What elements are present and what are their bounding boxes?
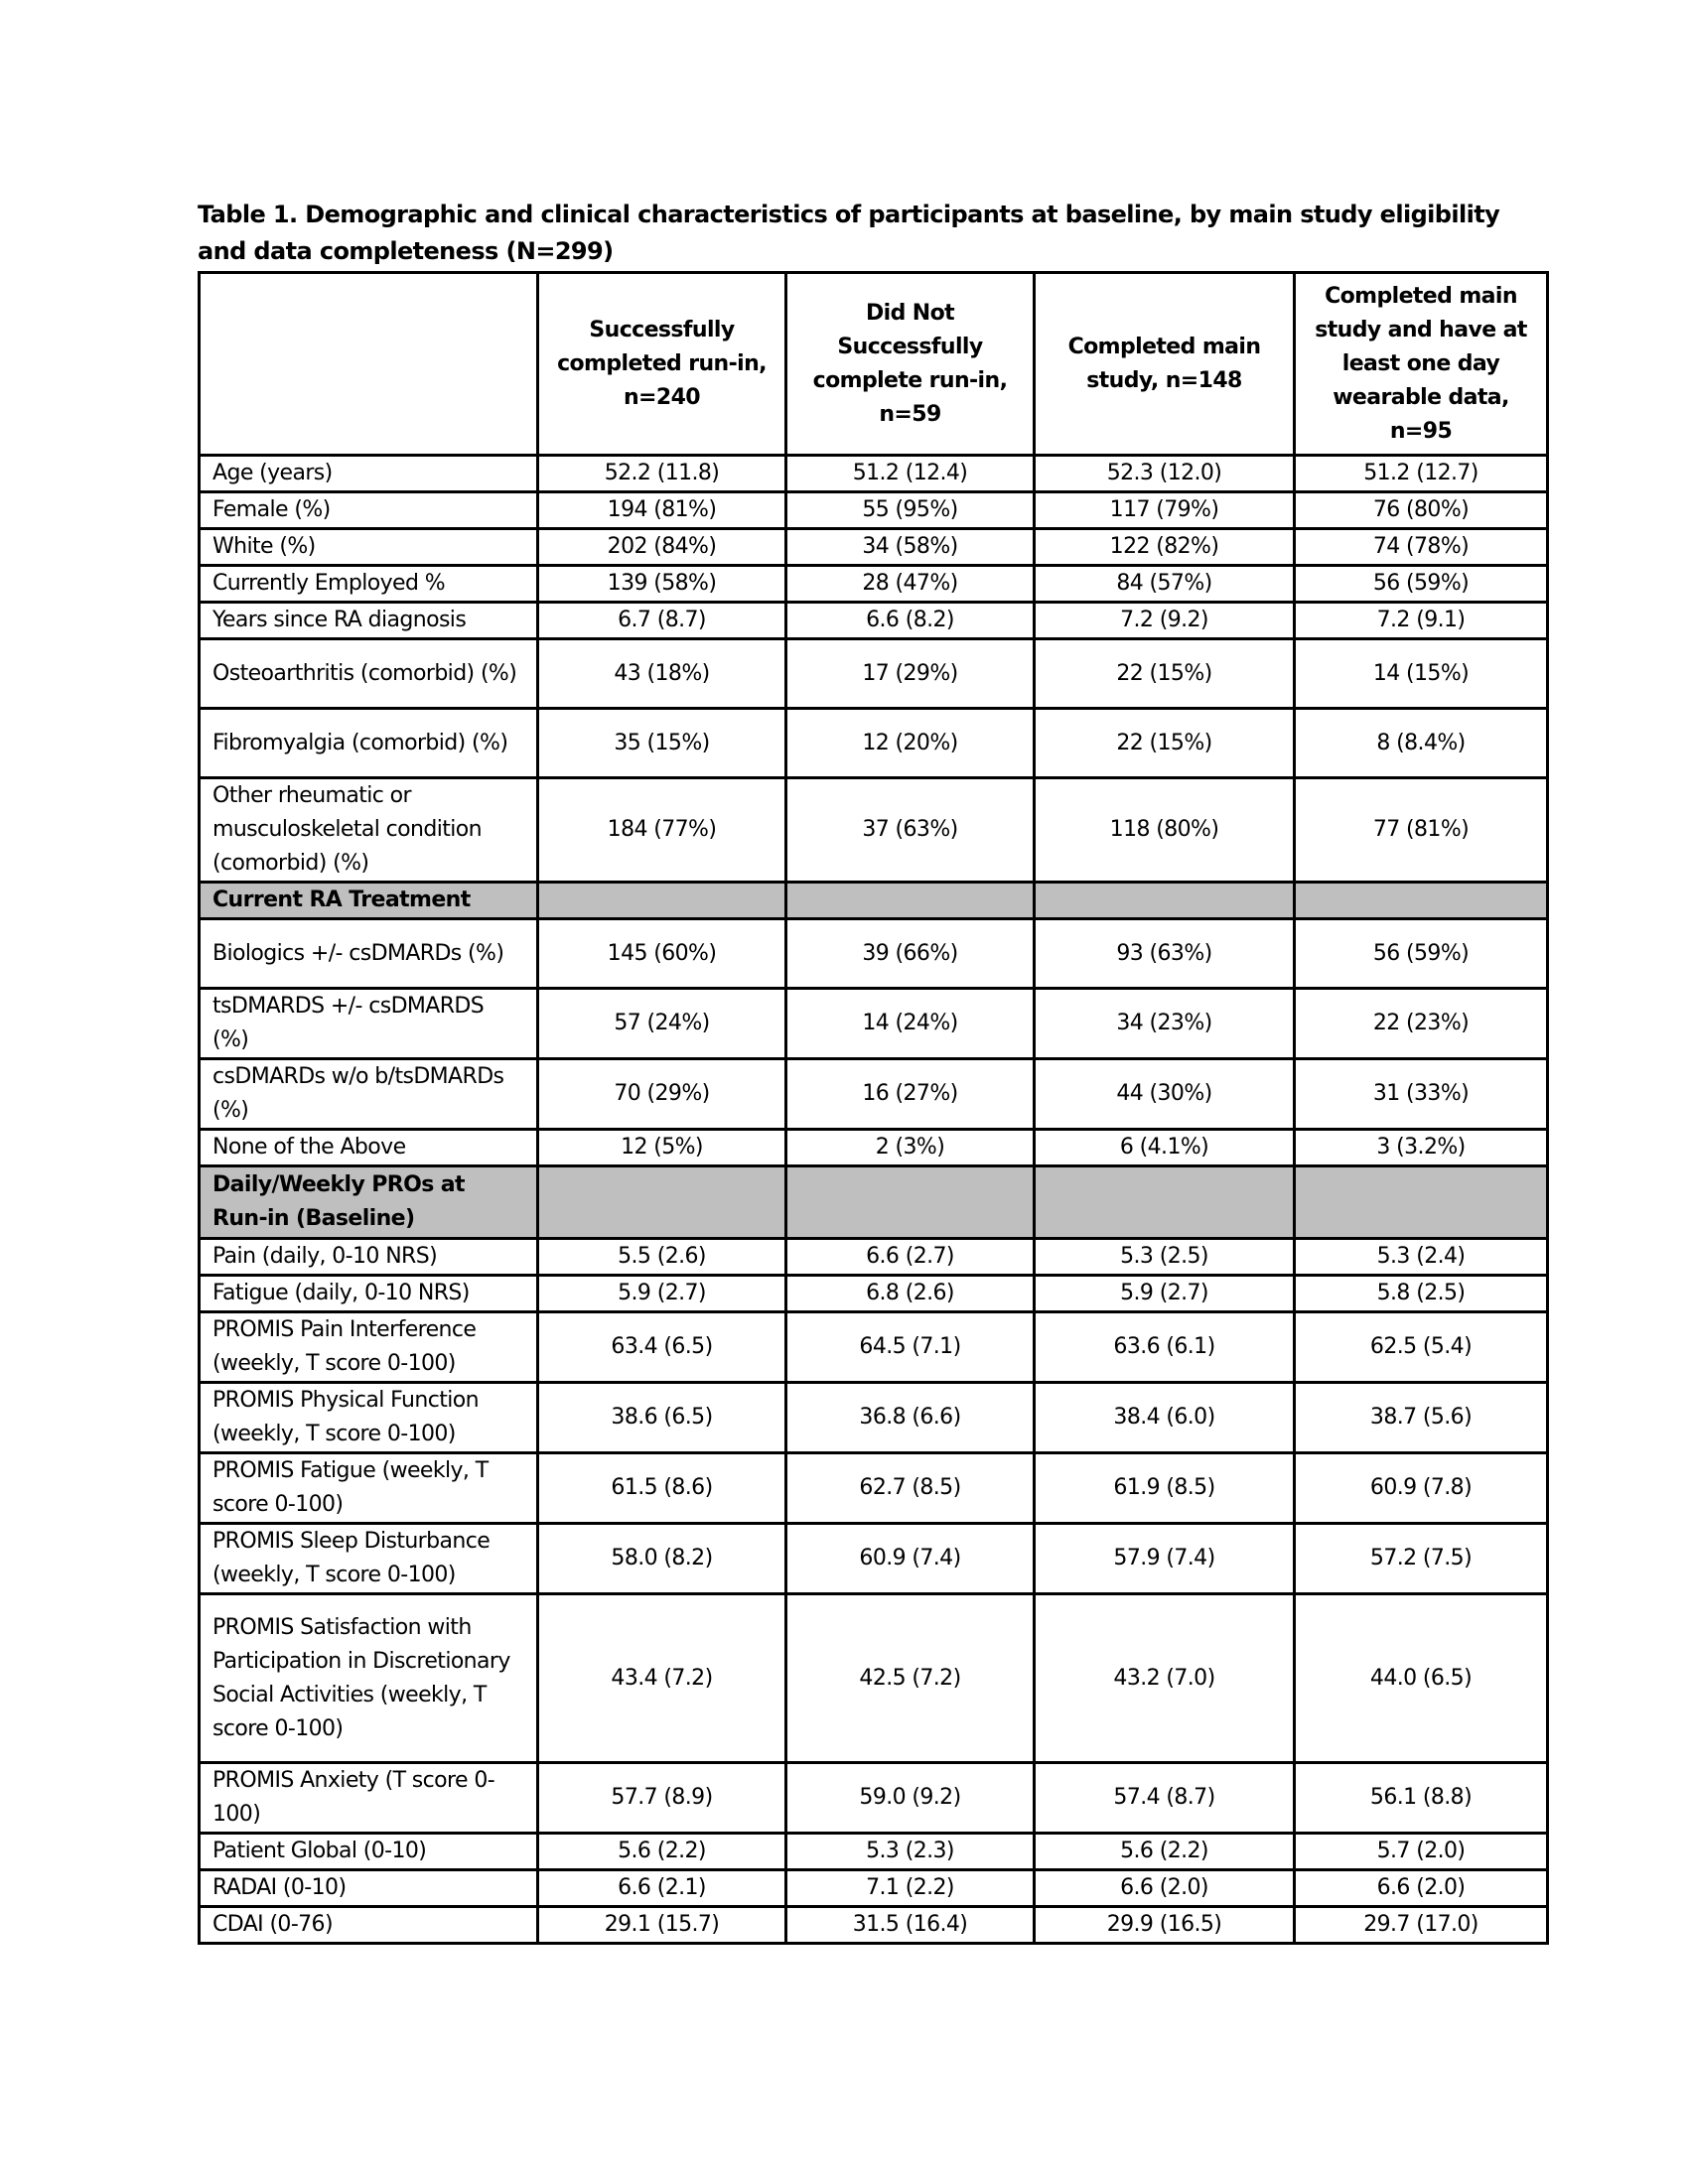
cell-value: 5.5 (2.6) (538, 1239, 786, 1276)
cell-value: 5.8 (2.5) (1295, 1276, 1548, 1312)
cell-value: 56 (59%) (1295, 919, 1548, 989)
cell-value: 5.3 (2.5) (1035, 1239, 1295, 1276)
cell-value: 60.9 (7.4) (786, 1524, 1035, 1594)
cell-value: 5.3 (2.4) (1295, 1239, 1548, 1276)
cell-value: 6.6 (2.1) (538, 1870, 786, 1907)
table-row (200, 919, 1548, 989)
cell-value: 57.2 (7.5) (1295, 1524, 1548, 1594)
row-label: PROMIS Physical Function (weekly, T score 0-100) (200, 1383, 538, 1453)
cell-value: 16 (27%) (786, 1059, 1035, 1130)
section-header-row (200, 1166, 1548, 1239)
cell-value: 42.5 (7.2) (786, 1594, 1035, 1763)
cell-value: 6.6 (8.2) (786, 603, 1035, 639)
table-row (200, 778, 1548, 883)
cell-value: 31.5 (16.4) (786, 1907, 1035, 1944)
cell-value: 29.1 (15.7) (538, 1907, 786, 1944)
table-row (200, 989, 1548, 1059)
row-label: PROMIS Fatigue (weekly, T score 0-100) (200, 1453, 538, 1524)
table-row (200, 1763, 1548, 1834)
cell-value: 38.7 (5.6) (1295, 1383, 1548, 1453)
cell-value: 3 (3.2%) (1295, 1130, 1548, 1166)
cell-value: 6 (4.1%) (1035, 1130, 1295, 1166)
cell-value: 58.0 (8.2) (538, 1524, 786, 1594)
row-label: None of the Above (200, 1130, 538, 1166)
row-label: Osteoarthritis (comorbid) (%) (200, 639, 538, 709)
cell-value: 63.4 (6.5) (538, 1312, 786, 1383)
table-row (200, 1276, 1548, 1312)
cell-value: 34 (23%) (1035, 989, 1295, 1059)
row-label: Age (years) (200, 456, 538, 492)
cell-value: 145 (60%) (538, 919, 786, 989)
cell-value: 12 (20%) (786, 709, 1035, 778)
table-row (200, 1907, 1548, 1944)
row-label: Female (%) (200, 492, 538, 529)
cell-value: 5.6 (2.2) (1035, 1834, 1295, 1870)
row-label: Years since RA diagnosis (200, 603, 538, 639)
cell-value: 36.8 (6.6) (786, 1383, 1035, 1453)
section-fill-cell (786, 1166, 1035, 1239)
cell-value: 122 (82%) (1035, 529, 1295, 566)
table-row (200, 1239, 1548, 1276)
section-fill-cell (1295, 1166, 1548, 1239)
cell-value: 63.6 (6.1) (1035, 1312, 1295, 1383)
table-row (200, 1870, 1548, 1907)
cell-value: 57.7 (8.9) (538, 1763, 786, 1834)
cell-value: 7.1 (2.2) (786, 1870, 1035, 1907)
header-row (200, 273, 1548, 456)
cell-value: 5.9 (2.7) (1035, 1276, 1295, 1312)
cell-value: 29.7 (17.0) (1295, 1907, 1548, 1944)
header-did-not-complete-run-in: Did Not Successfully complete run-in, n=59 (786, 273, 1035, 456)
cell-value: 51.2 (12.4) (786, 456, 1035, 492)
cell-value: 43 (18%) (538, 639, 786, 709)
table-row (200, 566, 1548, 603)
cell-value: 44.0 (6.5) (1295, 1594, 1548, 1763)
cell-value: 37 (63%) (786, 778, 1035, 883)
row-label: Fatigue (daily, 0-10 NRS) (200, 1276, 538, 1312)
table-row (200, 1524, 1548, 1594)
row-label: Biologics +/- csDMARDs (%) (200, 919, 538, 989)
row-label: PROMIS Sleep Disturbance (weekly, T score 0-100) (200, 1524, 538, 1594)
cell-value: 62.7 (8.5) (786, 1453, 1035, 1524)
row-label: Other rheumatic or musculoskeletal condition (comorbid) (%) (200, 778, 538, 883)
cell-value: 77 (81%) (1295, 778, 1548, 883)
cell-value: 35 (15%) (538, 709, 786, 778)
table-row (200, 1312, 1548, 1383)
cell-value: 14 (24%) (786, 989, 1035, 1059)
table-row (200, 1453, 1548, 1524)
cell-value: 139 (58%) (538, 566, 786, 603)
cell-value: 57.9 (7.4) (1035, 1524, 1295, 1594)
cell-value: 61.5 (8.6) (538, 1453, 786, 1524)
cell-value: 61.9 (8.5) (1035, 1453, 1295, 1524)
row-label: PROMIS Satisfaction with Participation in Discretionary Social Activities (weekly, T score 0-100) (200, 1594, 538, 1763)
table-caption: Table 1. Demographic and clinical characteristics of participants at baseline, by main study eligibility and data completeness (N=299) (198, 201, 1500, 265)
table-row (200, 603, 1548, 639)
cell-value: 60.9 (7.8) (1295, 1453, 1548, 1524)
cell-value: 62.5 (5.4) (1295, 1312, 1548, 1383)
row-label: CDAI (0-76) (200, 1907, 538, 1944)
baseline-characteristics-table (198, 271, 1549, 1945)
row-label: PROMIS Anxiety (T score 0-100) (200, 1763, 538, 1834)
cell-value: 7.2 (9.2) (1035, 603, 1295, 639)
header-completed-with-wearable-data: Completed main study and have at least one day wearable data, n=95 (1295, 273, 1548, 456)
cell-value: 202 (84%) (538, 529, 786, 566)
cell-value: 184 (77%) (538, 778, 786, 883)
cell-value: 56.1 (8.8) (1295, 1763, 1548, 1834)
cell-value: 31 (33%) (1295, 1059, 1548, 1130)
cell-value: 74 (78%) (1295, 529, 1548, 566)
cell-value: 17 (29%) (786, 639, 1035, 709)
cell-value: 194 (81%) (538, 492, 786, 529)
row-label: tsDMARDS +/- csDMARDS (%) (200, 989, 538, 1059)
cell-value: 5.6 (2.2) (538, 1834, 786, 1870)
section-label: Current RA Treatment (200, 883, 538, 919)
cell-value: 57 (24%) (538, 989, 786, 1059)
table-row (200, 1059, 1548, 1130)
header-blank-cell (200, 273, 538, 456)
row-label: Currently Employed % (200, 566, 538, 603)
cell-value: 38.4 (6.0) (1035, 1383, 1295, 1453)
cell-value: 14 (15%) (1295, 639, 1548, 709)
cell-value: 5.3 (2.3) (786, 1834, 1035, 1870)
cell-value: 84 (57%) (1035, 566, 1295, 603)
section-label: Daily/Weekly PROs at Run-in (Baseline) (200, 1166, 538, 1239)
cell-value: 39 (66%) (786, 919, 1035, 989)
row-label: RADAI (0-10) (200, 1870, 538, 1907)
header-successfully-completed-run-in: Successfully completed run-in, n=240 (538, 273, 786, 456)
cell-value: 2 (3%) (786, 1130, 1035, 1166)
section-fill-cell (538, 883, 786, 919)
row-label: White (%) (200, 529, 538, 566)
table-row (200, 492, 1548, 529)
section-fill-cell (1295, 883, 1548, 919)
table-row (200, 456, 1548, 492)
section-fill-cell (786, 883, 1035, 919)
cell-value: 70 (29%) (538, 1059, 786, 1130)
cell-value: 22 (15%) (1035, 639, 1295, 709)
cell-value: 52.2 (11.8) (538, 456, 786, 492)
cell-value: 64.5 (7.1) (786, 1312, 1035, 1383)
cell-value: 52.3 (12.0) (1035, 456, 1295, 492)
cell-value: 44 (30%) (1035, 1059, 1295, 1130)
cell-value: 7.2 (9.1) (1295, 603, 1548, 639)
cell-value: 6.6 (2.0) (1035, 1870, 1295, 1907)
cell-value: 5.7 (2.0) (1295, 1834, 1548, 1870)
table-row (200, 1594, 1548, 1763)
cell-value: 56 (59%) (1295, 566, 1548, 603)
cell-value: 57.4 (8.7) (1035, 1763, 1295, 1834)
section-fill-cell (1035, 883, 1295, 919)
row-label: csDMARDs w/o b/tsDMARDs (%) (200, 1059, 538, 1130)
cell-value: 43.4 (7.2) (538, 1594, 786, 1763)
table-row (200, 1130, 1548, 1166)
cell-value: 28 (47%) (786, 566, 1035, 603)
cell-value: 38.6 (6.5) (538, 1383, 786, 1453)
cell-value: 34 (58%) (786, 529, 1035, 566)
row-label: PROMIS Pain Interference (weekly, T score 0-100) (200, 1312, 538, 1383)
cell-value: 22 (15%) (1035, 709, 1295, 778)
section-header-row (200, 883, 1548, 919)
header-completed-main-study: Completed main study, n=148 (1035, 273, 1295, 456)
table-row (200, 1383, 1548, 1453)
row-label: Pain (daily, 0-10 NRS) (200, 1239, 538, 1276)
cell-value: 51.2 (12.7) (1295, 456, 1548, 492)
cell-value: 8 (8.4%) (1295, 709, 1548, 778)
cell-value: 6.6 (2.0) (1295, 1870, 1548, 1907)
section-fill-cell (538, 1166, 786, 1239)
cell-value: 6.7 (8.7) (538, 603, 786, 639)
table-row (200, 529, 1548, 566)
cell-value: 5.9 (2.7) (538, 1276, 786, 1312)
cell-value: 12 (5%) (538, 1130, 786, 1166)
cell-value: 76 (80%) (1295, 492, 1548, 529)
row-label: Patient Global (0-10) (200, 1834, 538, 1870)
cell-value: 59.0 (9.2) (786, 1763, 1035, 1834)
cell-value: 55 (95%) (786, 492, 1035, 529)
cell-value: 117 (79%) (1035, 492, 1295, 529)
cell-value: 22 (23%) (1295, 989, 1548, 1059)
section-fill-cell (1035, 1166, 1295, 1239)
cell-value: 93 (63%) (1035, 919, 1295, 989)
table-row (200, 1834, 1548, 1870)
cell-value: 6.6 (2.7) (786, 1239, 1035, 1276)
cell-value: 118 (80%) (1035, 778, 1295, 883)
table-row (200, 709, 1548, 778)
table-row (200, 639, 1548, 709)
cell-value: 6.8 (2.6) (786, 1276, 1035, 1312)
cell-value: 29.9 (16.5) (1035, 1907, 1295, 1944)
row-label: Fibromyalgia (comorbid) (%) (200, 709, 538, 778)
cell-value: 43.2 (7.0) (1035, 1594, 1295, 1763)
